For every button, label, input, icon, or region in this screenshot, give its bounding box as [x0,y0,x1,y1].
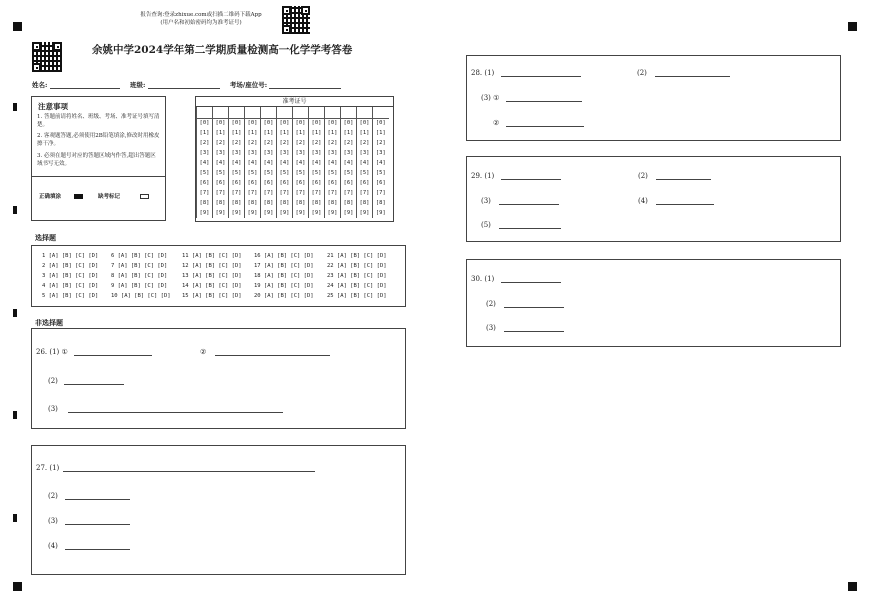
q27-answer-3[interactable] [65,516,130,525]
corner-mark-bottom-right [848,582,857,591]
q26-box [31,328,406,429]
exam-id-bubble[interactable]: [4] [277,158,293,168]
exam-id-bubble[interactable]: [3] [309,148,325,158]
exam-id-bubble[interactable]: [7] [229,188,245,198]
exam-id-bubble[interactable]: [2] [261,138,277,148]
corner-mark-bottom-left [13,582,22,591]
q29-part1 [471,171,561,180]
q30-part3 [486,323,564,332]
exam-id-bubble[interactable]: [5] [229,168,245,178]
q29-part1-label: 29. (1) [471,172,495,180]
timing-mark [13,206,17,214]
exam-id-bubble[interactable]: [1] [213,128,229,138]
qr-code-top [282,6,310,34]
q27-part4-label: (4) [48,542,58,550]
choice-box [31,245,406,307]
exam-id-bubble[interactable]: [8] [213,198,229,208]
exam-id-bubble[interactable]: [4] [325,158,341,168]
exam-id-bubble[interactable]: [5] [197,168,213,178]
exam-id-bubble[interactable]: [0] [373,118,389,128]
q29-box [466,156,841,242]
choice-column-4[interactable]: 16 [A] [B] [C] [D] 17 [A] [B] [C] [D] 18 [A] [B] [C] [D] 19 [A] [B] [C] [D] 20 [A] [B] [C] [D] [254,253,314,299]
exam-id-bubble[interactable]: [1] [325,128,341,138]
exam-id-bubble[interactable]: [1] [309,128,325,138]
q28-part2 [637,68,730,77]
notes-item-2: 2. 客观题答题,必须使用2B铅笔填涂,修改时用橡皮擦干净。 [37,133,160,147]
exam-id-bubble[interactable]: [3] [341,148,357,158]
q29-answer-2[interactable] [656,171,711,180]
exam-id-bubble[interactable]: [8] [261,198,277,208]
exam-id-bubble[interactable]: [7] [341,188,357,198]
exam-id-bubble[interactable]: [7] [245,188,261,198]
exam-id-digit-row [197,118,389,128]
q28-answer-2[interactable] [655,68,730,77]
exam-id-bubble[interactable]: [2] [293,138,309,148]
exam-id-bubble[interactable]: [5] [245,168,261,178]
exam-id-bubble[interactable]: [8] [325,198,341,208]
exam-id-title: 准考证号 [196,97,393,107]
exam-id-bubble[interactable]: [9] [197,208,213,218]
notes-item-3: 3. 必须在题号对应的答题区域内作答,超出答题区域书写无效。 [37,153,156,167]
q27-part3-label: (3) [48,517,58,525]
exam-id-bubble[interactable]: [4] [213,158,229,168]
exam-id-bubble[interactable]: [0] [325,118,341,128]
exam-id-bubble[interactable]: [2] [245,138,261,148]
exam-id-bubble[interactable]: [3] [245,148,261,158]
exam-id-bubble[interactable]: [1] [357,128,373,138]
exam-id-bubble[interactable]: [7] [277,188,293,198]
report-notice-line2: (用户名和初始密码均为准考证号) [160,20,242,26]
exam-id-bubble[interactable]: [9] [277,208,293,218]
page-title: 余姚中学2024学年第二学期质量检测高一化学学考答卷 [92,44,353,56]
q28-part3 [481,93,582,102]
q26-answer-2[interactable] [64,376,124,385]
exam-id-bubble[interactable]: [8] [245,198,261,208]
exam-id-bubble[interactable]: [4] [357,158,373,168]
q27-part1-label: 27. (1) [36,464,60,472]
exam-id-bubble[interactable]: [1] [341,128,357,138]
exam-id-digit-row [197,138,389,148]
name-field[interactable] [50,80,120,89]
q27-answer-4[interactable] [65,541,130,550]
exam-id-bubble[interactable]: [6] [309,178,325,188]
exam-id-bubble[interactable]: [6] [197,178,213,188]
exam-id-bubbles [196,107,389,218]
exam-id-bubble[interactable]: [3] [373,148,389,158]
exam-id-bubble[interactable]: [2] [277,138,293,148]
exam-id-bubble[interactable]: [4] [261,158,277,168]
exam-id-bubble[interactable]: [3] [197,148,213,158]
q28-part1-label: 28. (1) [471,69,495,77]
exam-id-bubble[interactable]: [8] [357,198,373,208]
exam-id-bubble[interactable]: [9] [293,208,309,218]
q28-answer-1[interactable] [501,68,581,77]
timing-mark [13,514,17,522]
exam-id-bubble[interactable]: [6] [341,178,357,188]
q28-part3b-label: ② [493,119,500,127]
exam-id-bubble[interactable]: [2] [197,138,213,148]
q29-part4 [638,196,714,205]
exam-id-bubble[interactable]: [8] [229,198,245,208]
q27-answer-2[interactable] [65,491,130,500]
exam-id-bubble[interactable]: [4] [309,158,325,168]
exam-id-bubble[interactable]: [6] [213,178,229,188]
q30-part2 [486,299,564,308]
exam-id-bubble[interactable]: [7] [261,188,277,198]
exam-id-bubble[interactable]: [9] [341,208,357,218]
q26-part3 [48,404,283,413]
exam-id-bubble[interactable]: [8] [197,198,213,208]
exam-id-bubble[interactable]: [9] [357,208,373,218]
exam-id-bubble[interactable]: [4] [341,158,357,168]
q26-answer-1b[interactable] [215,347,330,356]
exam-id-bubble[interactable]: [7] [293,188,309,198]
notes-divider [32,176,165,177]
exam-id-digit-row [197,188,389,198]
exam-id-bubble[interactable]: [8] [309,198,325,208]
exam-id-bubble[interactable]: [1] [373,128,389,138]
room-label: 考场/座位号: [229,81,268,89]
q29-part3-label: (3) [481,197,491,205]
class-field[interactable] [148,80,220,89]
exam-id-bubble[interactable]: [3] [325,148,341,158]
q27-part4 [48,541,130,550]
exam-id-bubble[interactable]: [5] [261,168,277,178]
exam-id-bubble[interactable]: [5] [357,168,373,178]
q30-part2-label: (2) [486,300,496,308]
exam-id-bubble[interactable]: [9] [373,208,389,218]
q28-part3-label: (3) ① [481,94,500,102]
q28-part1 [471,68,581,77]
exam-id-bubble[interactable]: [0] [213,118,229,128]
q30-part1-label: 30. (1) [471,275,495,283]
corner-mark-top-left [13,22,22,31]
exam-id-bubble[interactable]: [9] [213,208,229,218]
exam-id-bubble[interactable]: [3] [213,148,229,158]
exam-id-bubble[interactable]: [4] [197,158,213,168]
exam-id-digit-row [197,148,389,158]
choice-column-1[interactable]: 1 [A] [B] [C] [D] 2 [A] [B] [C] [D] 3 [A] [B] [C] [D] 4 [A] [B] [C] [D] 5 [A] [B] [C] [D] [42,253,99,299]
exam-id-bubble[interactable]: [8] [373,198,389,208]
exam-id-bubble[interactable]: [2] [373,138,389,148]
absent-mark-label: 缺考标记 [98,194,121,200]
class-label: 班级: [129,81,146,89]
notes-title: 注意事项 [38,102,68,111]
q28-part2-label: (2) [637,69,647,77]
exam-id-bubble[interactable]: [7] [357,188,373,198]
exam-id-bubble[interactable]: [4] [293,158,309,168]
q29-part2-label: (2) [638,172,648,180]
exam-id-bubble[interactable]: [5] [341,168,357,178]
q27-part2-label: (2) [48,492,58,500]
exam-id-digit-row [197,208,389,218]
exam-id-bubble[interactable]: [6] [325,178,341,188]
q29-part5-label: (5) [481,221,491,229]
choice-section-title: 选择题 [35,233,56,242]
exam-id-bubble[interactable]: [9] [325,208,341,218]
q29-answer-4[interactable] [656,196,714,205]
correct-fill-sample [74,194,83,199]
exam-id-bubble[interactable]: [0] [277,118,293,128]
q26-part3-label: (3) [48,405,58,413]
exam-id-digit-row [197,198,389,208]
exam-id-bubble[interactable]: [3] [229,148,245,158]
q29-part5 [481,220,561,229]
timing-mark [13,309,17,317]
exam-id-digit-row [197,178,389,188]
exam-id-bubble[interactable]: [1] [293,128,309,138]
exam-id-bubble[interactable]: [0] [357,118,373,128]
exam-id-digit-row [197,128,389,138]
room-seat-field[interactable] [269,80,341,89]
student-info-row [32,80,341,89]
exam-id-bubble[interactable]: [2] [213,138,229,148]
exam-id-bubble[interactable]: [9] [309,208,325,218]
choice-column-3[interactable]: 11 [A] [B] [C] [D] 12 [A] [B] [C] [D] 13 [A] [B] [C] [D] 14 [A] [B] [C] [D] 15 [A] [B] [C] [D] [182,253,242,299]
q27-part1 [36,463,315,472]
q30-answer-3[interactable] [504,323,564,332]
q28-answer-3b[interactable] [506,118,584,127]
q30-part1 [471,274,561,283]
notes-item-1: 1. 答题前请将姓名、班级、考场、准考证号填写清楚。 [37,114,160,128]
exam-id-bubble[interactable]: [9] [261,208,277,218]
exam-id-bubble[interactable]: [5] [213,168,229,178]
exam-id-bubble[interactable]: [3] [277,148,293,158]
exam-id-bubble[interactable]: [7] [213,188,229,198]
q26-answer-1a[interactable] [74,347,152,356]
q29-answer-3[interactable] [499,196,559,205]
absent-mark-checkbox[interactable] [140,194,149,199]
exam-id-bubble[interactable]: [0] [293,118,309,128]
exam-id-bubble[interactable]: [7] [373,188,389,198]
exam-id-bubble[interactable]: [1] [245,128,261,138]
exam-id-digit-row [197,168,389,178]
exam-id-digit-row [197,158,389,168]
exam-id-bubble[interactable]: [2] [341,138,357,148]
exam-id-bubble[interactable]: [7] [325,188,341,198]
q27-part3 [48,516,130,525]
exam-id-bubble[interactable]: [6] [357,178,373,188]
q29-answer-1[interactable] [501,171,561,180]
timing-mark [13,411,17,419]
q30-part3-label: (3) [486,324,496,332]
exam-id-bubble[interactable]: [9] [245,208,261,218]
name-label: 姓名: [32,81,48,89]
exam-id-bubble[interactable]: [6] [373,178,389,188]
q28-answer-3a[interactable] [506,93,582,102]
timing-mark [13,103,17,111]
exam-id-bubble[interactable]: [0] [229,118,245,128]
exam-id-bubble[interactable]: [2] [309,138,325,148]
exam-id-bubble[interactable]: [6] [245,178,261,188]
exam-id-bubble[interactable]: [4] [245,158,261,168]
q30-box [466,259,841,347]
corner-mark-top-right [848,22,857,31]
exam-id-bubble[interactable]: [5] [325,168,341,178]
exam-id-bubble[interactable]: [7] [309,188,325,198]
q26-part1b-label: ② [200,348,207,356]
q27-answer-1[interactable] [63,463,315,472]
exam-id-bubble[interactable]: [5] [309,168,325,178]
exam-id-bubble[interactable]: [0] [245,118,261,128]
q30-answer-1[interactable] [501,274,561,283]
nonchoice-section-title: 非选择题 [35,318,63,327]
q26-part1b [200,347,330,356]
q26-part2-label: (2) [48,377,58,385]
q29-part4-label: (4) [638,197,648,205]
q26-part1 [36,347,152,356]
exam-id-bubble[interactable]: [0] [261,118,277,128]
notes-box [31,96,166,221]
exam-id-bubble[interactable]: [6] [261,178,277,188]
exam-id-bubble[interactable]: [1] [277,128,293,138]
choice-column-5[interactable]: 21 [A] [B] [C] [D] 22 [A] [B] [C] [D] 23 [A] [B] [C] [D] 24 [A] [B] [C] [D] 25 [A] [B] [C] [D] [327,253,387,299]
exam-id-bubble[interactable]: [1] [229,128,245,138]
exam-id-bubble[interactable]: [5] [373,168,389,178]
exam-id-bubble[interactable]: [9] [229,208,245,218]
exam-id-bubble[interactable]: [2] [229,138,245,148]
q27-box [31,445,406,575]
qr-code-left [32,42,62,72]
q29-part2 [638,171,711,180]
q30-answer-2[interactable] [504,299,564,308]
exam-id-bubble[interactable]: [8] [341,198,357,208]
q29-part3 [481,196,559,205]
q28-part3b [493,118,584,127]
exam-id-bubble[interactable]: [3] [293,148,309,158]
exam-id-bubble[interactable]: [0] [341,118,357,128]
exam-id-bubble[interactable]: [4] [229,158,245,168]
report-notice-line1: 报告查询:登录zhixue.com或扫描二维码下载App [140,12,262,18]
exam-id-bubble[interactable]: [4] [373,158,389,168]
exam-id-bubble[interactable]: [8] [293,198,309,208]
exam-id-bubble[interactable]: [1] [261,128,277,138]
exam-id-bubble[interactable]: [2] [357,138,373,148]
exam-id-bubble[interactable]: [6] [277,178,293,188]
exam-id-bubble[interactable]: [7] [197,188,213,198]
q29-answer-5[interactable] [499,220,561,229]
exam-id-bubble[interactable]: [8] [277,198,293,208]
q28-box [466,55,841,141]
choice-column-2[interactable]: 6 [A] [B] [C] [D] 7 [A] [B] [C] [D] 8 [A] [B] [C] [D] 9 [A] [B] [C] [D] 10 [A] [B] [C] [D] [111,253,171,299]
exam-id-bubble[interactable]: [3] [357,148,373,158]
exam-id-bubble[interactable]: [0] [197,118,213,128]
correct-fill-label: 正确填涂 [39,194,62,200]
exam-id-bubble[interactable]: [5] [277,168,293,178]
exam-id-bubble[interactable]: [5] [293,168,309,178]
exam-id-bubble[interactable]: [0] [309,118,325,128]
exam-id-bubble[interactable]: [6] [293,178,309,188]
exam-id-grid [195,96,394,222]
q26-answer-3[interactable] [68,404,283,413]
exam-id-bubble[interactable]: [1] [197,128,213,138]
exam-id-bubble[interactable]: [6] [229,178,245,188]
exam-id-bubble[interactable]: [2] [325,138,341,148]
q26-part1-label: 26. (1) ① [36,348,68,356]
q26-part2 [48,376,124,385]
exam-id-bubble[interactable]: [3] [261,148,277,158]
q27-part2 [48,491,130,500]
